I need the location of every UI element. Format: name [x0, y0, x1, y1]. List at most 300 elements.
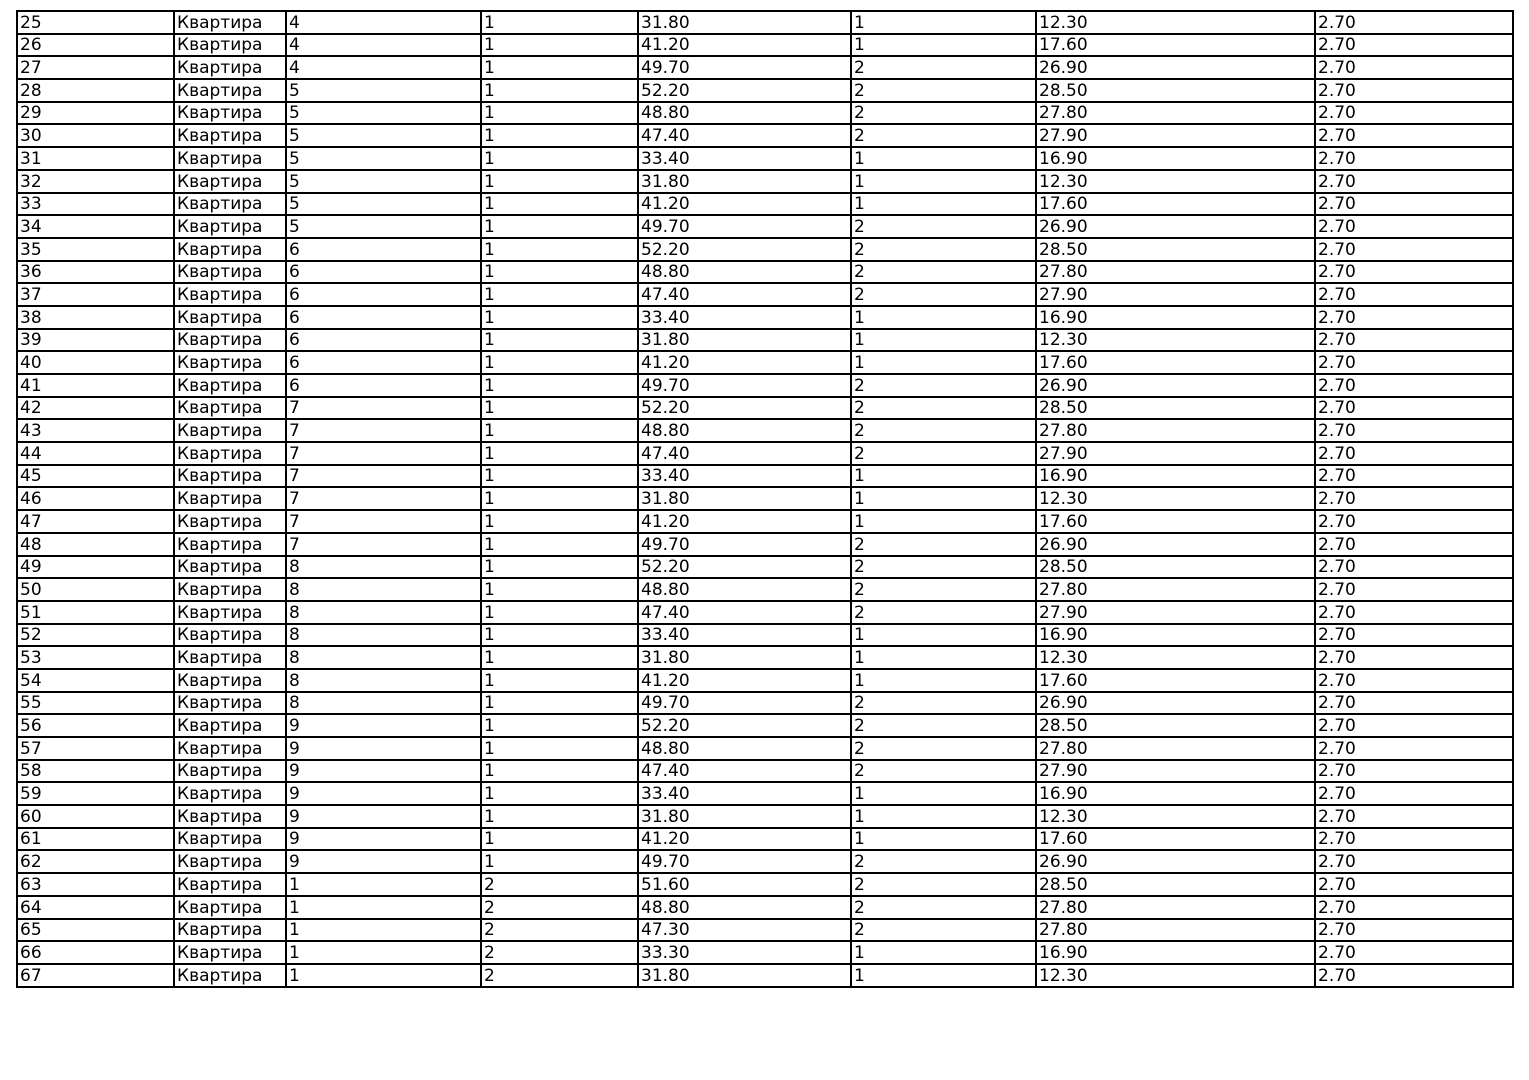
- cell-section: 1: [481, 170, 638, 193]
- cell-section: 1: [481, 850, 638, 873]
- table-row: [17, 510, 1513, 533]
- cell-floor: 1: [286, 919, 481, 942]
- cell-rooms: 2: [851, 374, 1036, 397]
- cell-premise-type: Квартира: [174, 533, 286, 556]
- cell-total-area: 51.60: [638, 873, 851, 896]
- table-row: [17, 850, 1513, 873]
- cell-total-area: 49.70: [638, 850, 851, 873]
- cell-floor: 1: [286, 964, 481, 987]
- cell-apartment-number: 25: [17, 11, 174, 34]
- cell-section: 2: [481, 896, 638, 919]
- cell-apartment-number: 67: [17, 964, 174, 987]
- cell-apartment-number: 65: [17, 919, 174, 942]
- cell-section: 1: [481, 147, 638, 170]
- cell-apartment-number: 57: [17, 737, 174, 760]
- cell-floor: 7: [286, 487, 481, 510]
- cell-total-area: 49.70: [638, 374, 851, 397]
- cell-rooms: 2: [851, 79, 1036, 102]
- cell-section: 1: [481, 669, 638, 692]
- cell-rooms: 1: [851, 487, 1036, 510]
- apartments-table: [16, 10, 1514, 988]
- cell-apartment-number: 48: [17, 533, 174, 556]
- cell-apartment-number: 37: [17, 283, 174, 306]
- cell-rooms: 2: [851, 601, 1036, 624]
- table-row: [17, 215, 1513, 238]
- cell-section: 1: [481, 397, 638, 420]
- cell-rooms: 2: [851, 102, 1036, 125]
- table-row: [17, 124, 1513, 147]
- cell-apartment-number: 42: [17, 397, 174, 420]
- cell-rooms: 2: [851, 238, 1036, 261]
- table-row: [17, 805, 1513, 828]
- cell-premise-type: Квартира: [174, 329, 286, 352]
- cell-apartment-number: 58: [17, 760, 174, 783]
- cell-section: 1: [481, 533, 638, 556]
- cell-ceiling-height: 2.70: [1315, 941, 1513, 964]
- cell-apartment-number: 55: [17, 692, 174, 715]
- cell-living-area: 16.90: [1036, 306, 1315, 329]
- cell-premise-type: Квартира: [174, 850, 286, 873]
- cell-floor: 5: [286, 102, 481, 125]
- cell-rooms: 2: [851, 283, 1036, 306]
- table-row: [17, 306, 1513, 329]
- cell-ceiling-height: 2.70: [1315, 147, 1513, 170]
- cell-total-area: 47.40: [638, 124, 851, 147]
- cell-floor: 8: [286, 669, 481, 692]
- table-row: [17, 896, 1513, 919]
- cell-total-area: 33.40: [638, 306, 851, 329]
- cell-ceiling-height: 2.70: [1315, 329, 1513, 352]
- cell-apartment-number: 36: [17, 261, 174, 284]
- cell-premise-type: Квартира: [174, 79, 286, 102]
- cell-section: 1: [481, 556, 638, 579]
- cell-section: 1: [481, 578, 638, 601]
- cell-section: 2: [481, 941, 638, 964]
- table-row: [17, 692, 1513, 715]
- cell-premise-type: Квартира: [174, 465, 286, 488]
- table-row: [17, 578, 1513, 601]
- table-row: [17, 601, 1513, 624]
- cell-section: 1: [481, 238, 638, 261]
- table-row: [17, 261, 1513, 284]
- cell-ceiling-height: 2.70: [1315, 374, 1513, 397]
- cell-premise-type: Квартира: [174, 124, 286, 147]
- table-row: [17, 56, 1513, 79]
- cell-apartment-number: 60: [17, 805, 174, 828]
- cell-living-area: 28.50: [1036, 873, 1315, 896]
- cell-floor: 9: [286, 805, 481, 828]
- cell-premise-type: Квартира: [174, 692, 286, 715]
- cell-floor: 6: [286, 261, 481, 284]
- table-row: [17, 170, 1513, 193]
- cell-premise-type: Квартира: [174, 102, 286, 125]
- cell-apartment-number: 47: [17, 510, 174, 533]
- cell-ceiling-height: 2.70: [1315, 487, 1513, 510]
- cell-section: 1: [481, 805, 638, 828]
- cell-total-area: 31.80: [638, 329, 851, 352]
- cell-premise-type: Квартира: [174, 805, 286, 828]
- cell-ceiling-height: 2.70: [1315, 397, 1513, 420]
- cell-floor: 6: [286, 329, 481, 352]
- cell-living-area: 27.90: [1036, 442, 1315, 465]
- cell-total-area: 33.40: [638, 147, 851, 170]
- cell-apartment-number: 63: [17, 873, 174, 896]
- cell-rooms: 1: [851, 329, 1036, 352]
- cell-living-area: 17.60: [1036, 828, 1315, 851]
- cell-rooms: 2: [851, 419, 1036, 442]
- cell-apartment-number: 52: [17, 624, 174, 647]
- cell-rooms: 2: [851, 442, 1036, 465]
- cell-premise-type: Квартира: [174, 238, 286, 261]
- cell-living-area: 26.90: [1036, 850, 1315, 873]
- cell-living-area: 17.60: [1036, 510, 1315, 533]
- cell-apartment-number: 53: [17, 646, 174, 669]
- cell-apartment-number: 26: [17, 34, 174, 57]
- table-row: [17, 487, 1513, 510]
- cell-section: 1: [481, 261, 638, 284]
- cell-rooms: 2: [851, 124, 1036, 147]
- table-row: [17, 465, 1513, 488]
- cell-total-area: 49.70: [638, 56, 851, 79]
- cell-floor: 1: [286, 896, 481, 919]
- cell-floor: 6: [286, 351, 481, 374]
- cell-rooms: 2: [851, 215, 1036, 238]
- cell-rooms: 1: [851, 306, 1036, 329]
- cell-premise-type: Квартира: [174, 510, 286, 533]
- cell-section: 1: [481, 601, 638, 624]
- cell-total-area: 41.20: [638, 510, 851, 533]
- cell-ceiling-height: 2.70: [1315, 56, 1513, 79]
- cell-section: 2: [481, 964, 638, 987]
- cell-ceiling-height: 2.70: [1315, 465, 1513, 488]
- cell-ceiling-height: 2.70: [1315, 782, 1513, 805]
- cell-floor: 7: [286, 397, 481, 420]
- cell-rooms: 1: [851, 170, 1036, 193]
- table-row: [17, 828, 1513, 851]
- cell-living-area: 27.80: [1036, 919, 1315, 942]
- cell-premise-type: Квартира: [174, 760, 286, 783]
- cell-living-area: 12.30: [1036, 646, 1315, 669]
- cell-floor: 7: [286, 465, 481, 488]
- cell-premise-type: Квартира: [174, 601, 286, 624]
- cell-total-area: 33.30: [638, 941, 851, 964]
- cell-premise-type: Квартира: [174, 556, 286, 579]
- cell-total-area: 52.20: [638, 397, 851, 420]
- cell-floor: 4: [286, 11, 481, 34]
- cell-ceiling-height: 2.70: [1315, 11, 1513, 34]
- cell-premise-type: Квартира: [174, 11, 286, 34]
- cell-living-area: 16.90: [1036, 147, 1315, 170]
- cell-rooms: 2: [851, 760, 1036, 783]
- table-row: [17, 34, 1513, 57]
- cell-ceiling-height: 2.70: [1315, 79, 1513, 102]
- cell-floor: 8: [286, 556, 481, 579]
- cell-section: 1: [481, 11, 638, 34]
- table-row: [17, 669, 1513, 692]
- cell-living-area: 17.60: [1036, 669, 1315, 692]
- cell-apartment-number: 41: [17, 374, 174, 397]
- cell-total-area: 41.20: [638, 351, 851, 374]
- cell-floor: 5: [286, 193, 481, 216]
- cell-ceiling-height: 2.70: [1315, 828, 1513, 851]
- cell-apartment-number: 46: [17, 487, 174, 510]
- cell-premise-type: Квартира: [174, 669, 286, 692]
- table-row: [17, 351, 1513, 374]
- cell-total-area: 47.40: [638, 283, 851, 306]
- cell-ceiling-height: 2.70: [1315, 737, 1513, 760]
- cell-floor: 8: [286, 646, 481, 669]
- cell-floor: 9: [286, 850, 481, 873]
- cell-living-area: 27.90: [1036, 601, 1315, 624]
- cell-living-area: 28.50: [1036, 556, 1315, 579]
- cell-ceiling-height: 2.70: [1315, 261, 1513, 284]
- cell-total-area: 47.40: [638, 442, 851, 465]
- cell-ceiling-height: 2.70: [1315, 692, 1513, 715]
- cell-rooms: 1: [851, 646, 1036, 669]
- cell-living-area: 27.90: [1036, 283, 1315, 306]
- cell-rooms: 1: [851, 964, 1036, 987]
- cell-floor: 8: [286, 578, 481, 601]
- cell-rooms: 1: [851, 624, 1036, 647]
- cell-ceiling-height: 2.70: [1315, 919, 1513, 942]
- cell-living-area: 26.90: [1036, 56, 1315, 79]
- cell-ceiling-height: 2.70: [1315, 283, 1513, 306]
- cell-floor: 7: [286, 533, 481, 556]
- cell-floor: 5: [286, 215, 481, 238]
- cell-total-area: 49.70: [638, 215, 851, 238]
- cell-section: 2: [481, 873, 638, 896]
- table-row: [17, 556, 1513, 579]
- cell-total-area: 31.80: [638, 487, 851, 510]
- cell-floor: 7: [286, 442, 481, 465]
- cell-premise-type: Квартира: [174, 578, 286, 601]
- cell-floor: 8: [286, 692, 481, 715]
- table-row: [17, 964, 1513, 987]
- cell-premise-type: Квартира: [174, 56, 286, 79]
- cell-rooms: 2: [851, 714, 1036, 737]
- cell-floor: 7: [286, 510, 481, 533]
- cell-living-area: 12.30: [1036, 805, 1315, 828]
- cell-total-area: 47.40: [638, 760, 851, 783]
- cell-rooms: 2: [851, 873, 1036, 896]
- cell-total-area: 49.70: [638, 692, 851, 715]
- cell-total-area: 47.40: [638, 601, 851, 624]
- cell-floor: 9: [286, 737, 481, 760]
- cell-living-area: 27.80: [1036, 737, 1315, 760]
- cell-ceiling-height: 2.70: [1315, 419, 1513, 442]
- cell-apartment-number: 56: [17, 714, 174, 737]
- cell-premise-type: Квартира: [174, 351, 286, 374]
- cell-total-area: 48.80: [638, 102, 851, 125]
- cell-section: 1: [481, 465, 638, 488]
- cell-total-area: 52.20: [638, 79, 851, 102]
- cell-rooms: 1: [851, 147, 1036, 170]
- cell-rooms: 2: [851, 919, 1036, 942]
- cell-living-area: 27.90: [1036, 124, 1315, 147]
- cell-apartment-number: 45: [17, 465, 174, 488]
- cell-rooms: 2: [851, 850, 1036, 873]
- table-row: [17, 11, 1513, 34]
- cell-rooms: 2: [851, 56, 1036, 79]
- cell-premise-type: Квартира: [174, 919, 286, 942]
- cell-total-area: 33.40: [638, 782, 851, 805]
- cell-apartment-number: 39: [17, 329, 174, 352]
- cell-ceiling-height: 2.70: [1315, 442, 1513, 465]
- cell-ceiling-height: 2.70: [1315, 669, 1513, 692]
- cell-section: 1: [481, 442, 638, 465]
- cell-section: 1: [481, 782, 638, 805]
- cell-total-area: 31.80: [638, 170, 851, 193]
- table-row: [17, 442, 1513, 465]
- cell-rooms: 1: [851, 828, 1036, 851]
- cell-floor: 6: [286, 283, 481, 306]
- cell-total-area: 33.40: [638, 624, 851, 647]
- cell-ceiling-height: 2.70: [1315, 102, 1513, 125]
- cell-apartment-number: 32: [17, 170, 174, 193]
- cell-apartment-number: 35: [17, 238, 174, 261]
- cell-section: 1: [481, 329, 638, 352]
- cell-ceiling-height: 2.70: [1315, 34, 1513, 57]
- cell-ceiling-height: 2.70: [1315, 873, 1513, 896]
- cell-total-area: 33.40: [638, 465, 851, 488]
- cell-rooms: 1: [851, 782, 1036, 805]
- cell-floor: 5: [286, 147, 481, 170]
- cell-premise-type: Квартира: [174, 442, 286, 465]
- cell-rooms: 2: [851, 533, 1036, 556]
- cell-apartment-number: 34: [17, 215, 174, 238]
- cell-floor: 9: [286, 714, 481, 737]
- cell-section: 1: [481, 510, 638, 533]
- table-row: [17, 79, 1513, 102]
- cell-apartment-number: 50: [17, 578, 174, 601]
- cell-section: 1: [481, 56, 638, 79]
- cell-living-area: 26.90: [1036, 692, 1315, 715]
- cell-premise-type: Квартира: [174, 714, 286, 737]
- cell-floor: 4: [286, 34, 481, 57]
- cell-floor: 4: [286, 56, 481, 79]
- cell-rooms: 2: [851, 692, 1036, 715]
- cell-living-area: 28.50: [1036, 714, 1315, 737]
- cell-ceiling-height: 2.70: [1315, 624, 1513, 647]
- table-row: [17, 737, 1513, 760]
- cell-premise-type: Квартира: [174, 261, 286, 284]
- cell-premise-type: Квартира: [174, 283, 286, 306]
- cell-floor: 9: [286, 782, 481, 805]
- cell-floor: 1: [286, 941, 481, 964]
- cell-premise-type: Квартира: [174, 397, 286, 420]
- table-row: [17, 329, 1513, 352]
- table-row: [17, 419, 1513, 442]
- cell-floor: 8: [286, 601, 481, 624]
- cell-ceiling-height: 2.70: [1315, 215, 1513, 238]
- cell-living-area: 12.30: [1036, 964, 1315, 987]
- cell-premise-type: Квартира: [174, 873, 286, 896]
- cell-rooms: 2: [851, 397, 1036, 420]
- cell-living-area: 26.90: [1036, 533, 1315, 556]
- cell-section: 1: [481, 374, 638, 397]
- table-row: [17, 102, 1513, 125]
- cell-section: 1: [481, 646, 638, 669]
- cell-ceiling-height: 2.70: [1315, 193, 1513, 216]
- cell-ceiling-height: 2.70: [1315, 510, 1513, 533]
- cell-rooms: 2: [851, 556, 1036, 579]
- table-row: [17, 283, 1513, 306]
- cell-premise-type: Квартира: [174, 215, 286, 238]
- cell-ceiling-height: 2.70: [1315, 306, 1513, 329]
- cell-living-area: 16.90: [1036, 465, 1315, 488]
- cell-section: 2: [481, 919, 638, 942]
- cell-apartment-number: 33: [17, 193, 174, 216]
- cell-rooms: 1: [851, 510, 1036, 533]
- cell-premise-type: Квартира: [174, 782, 286, 805]
- cell-apartment-number: 49: [17, 556, 174, 579]
- cell-ceiling-height: 2.70: [1315, 646, 1513, 669]
- cell-ceiling-height: 2.70: [1315, 124, 1513, 147]
- cell-section: 1: [481, 737, 638, 760]
- cell-premise-type: Квартира: [174, 34, 286, 57]
- cell-apartment-number: 38: [17, 306, 174, 329]
- cell-total-area: 41.20: [638, 669, 851, 692]
- cell-premise-type: Квартира: [174, 419, 286, 442]
- cell-premise-type: Квартира: [174, 487, 286, 510]
- cell-apartment-number: 40: [17, 351, 174, 374]
- cell-floor: 5: [286, 124, 481, 147]
- cell-rooms: 1: [851, 805, 1036, 828]
- cell-rooms: 1: [851, 669, 1036, 692]
- cell-living-area: 27.80: [1036, 261, 1315, 284]
- cell-premise-type: Квартира: [174, 193, 286, 216]
- cell-section: 1: [481, 487, 638, 510]
- cell-premise-type: Квартира: [174, 964, 286, 987]
- table-row: [17, 873, 1513, 896]
- table-row: [17, 238, 1513, 261]
- cell-rooms: 2: [851, 737, 1036, 760]
- cell-total-area: 41.20: [638, 193, 851, 216]
- cell-apartment-number: 28: [17, 79, 174, 102]
- cell-ceiling-height: 2.70: [1315, 351, 1513, 374]
- table-row: [17, 782, 1513, 805]
- table-row: [17, 147, 1513, 170]
- cell-total-area: 41.20: [638, 34, 851, 57]
- cell-floor: 6: [286, 374, 481, 397]
- cell-total-area: 31.80: [638, 805, 851, 828]
- cell-living-area: 26.90: [1036, 374, 1315, 397]
- cell-total-area: 52.20: [638, 238, 851, 261]
- cell-premise-type: Квартира: [174, 737, 286, 760]
- cell-total-area: 31.80: [638, 646, 851, 669]
- cell-living-area: 16.90: [1036, 782, 1315, 805]
- cell-ceiling-height: 2.70: [1315, 805, 1513, 828]
- cell-apartment-number: 27: [17, 56, 174, 79]
- cell-apartment-number: 43: [17, 419, 174, 442]
- cell-living-area: 28.50: [1036, 238, 1315, 261]
- cell-apartment-number: 61: [17, 828, 174, 851]
- cell-living-area: 27.90: [1036, 760, 1315, 783]
- cell-living-area: 27.80: [1036, 578, 1315, 601]
- cell-total-area: 47.30: [638, 919, 851, 942]
- cell-living-area: 27.80: [1036, 896, 1315, 919]
- cell-total-area: 52.20: [638, 714, 851, 737]
- cell-floor: 5: [286, 79, 481, 102]
- cell-apartment-number: 62: [17, 850, 174, 873]
- cell-section: 1: [481, 79, 638, 102]
- cell-section: 1: [481, 102, 638, 125]
- cell-premise-type: Квартира: [174, 828, 286, 851]
- cell-rooms: 2: [851, 578, 1036, 601]
- cell-floor: 6: [286, 306, 481, 329]
- cell-ceiling-height: 2.70: [1315, 714, 1513, 737]
- cell-section: 1: [481, 828, 638, 851]
